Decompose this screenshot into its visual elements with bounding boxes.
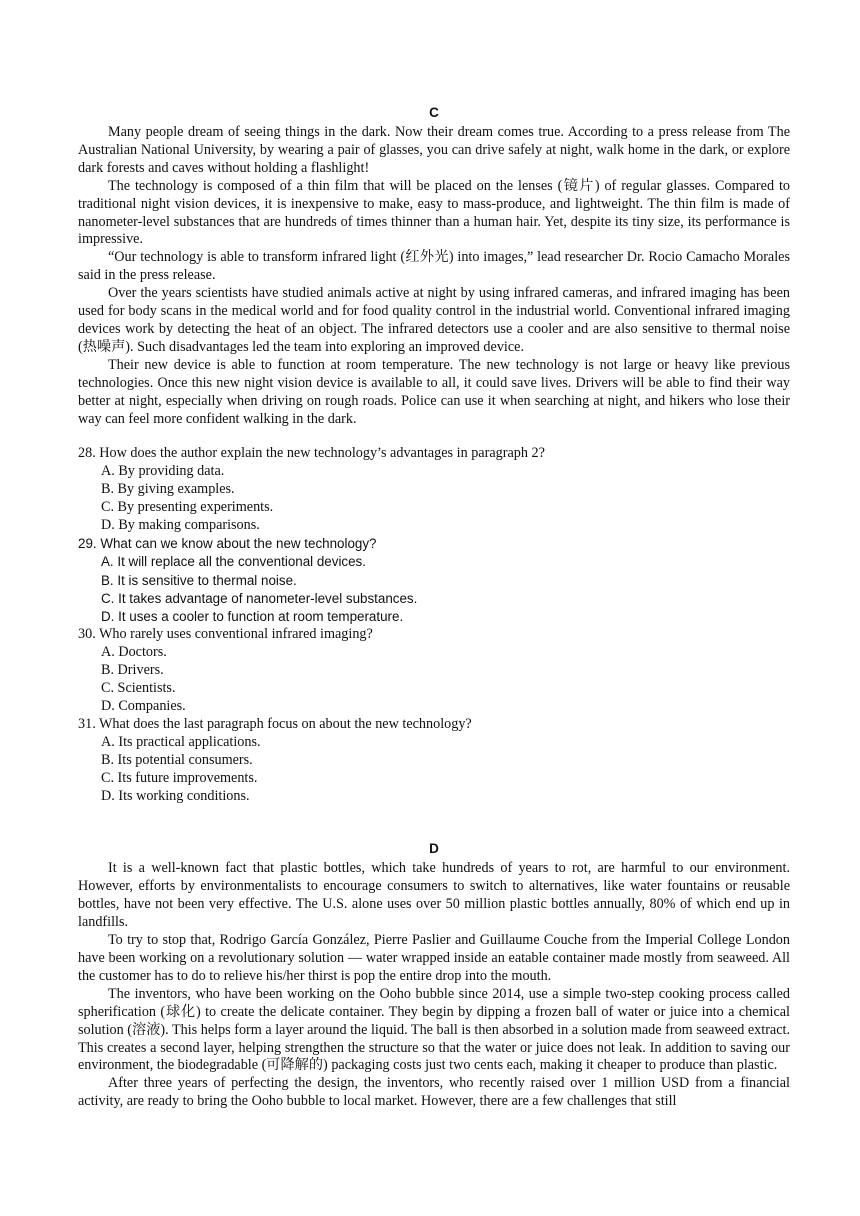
question-stem: 29. What can we know about the new technology? [78, 535, 377, 551]
question-stem: 30. Who rarely uses conventional infrared imaging? [78, 626, 373, 643]
question-option: D. Its working conditions. [101, 787, 250, 804]
section-d-paragraph-1: It is a well-known fact that plastic bottles, which take hundreds of years to rot, are harmful to our environment. However, efforts by environmentalists to encourage consumers to switch to alternatives, like water fountains or reusable bottles, have not been very effective. The U.S. alone uses over 50 million plastic bottles annually, 80% of which end up in landfills. [78, 860, 790, 931]
question-option: A. Its practical applications. [101, 733, 261, 750]
question-option: A. It will replace all the conventional devices. [101, 554, 366, 570]
question-29 [78, 535, 790, 626]
question-option: B. Its potential consumers. [101, 751, 253, 768]
section-c-paragraph-3: “Our technology is able to transform infrared light (红外光) into images,” lead researcher Dr. Rocio Camacho Morales said in the press release. [78, 249, 790, 284]
question-option: A. By providing data. [101, 463, 225, 480]
question-option: D. By making comparisons. [101, 517, 260, 534]
section-d-paragraph-2: To try to stop that, Rodrigo García González, Pierre Paslier and Guillaume Couche from the Imperial College London have been working on a revolutionary solution — water wrapped inside an eatable container made mostly from seaweed. All the customer has to do to relieve his/her thirst is pop the entire drop into the mouth. [78, 932, 790, 984]
question-31 [78, 716, 790, 806]
question-stem: 28. How does the author explain the new technology’s advantages in paragraph 2? [78, 445, 545, 462]
section-d-title: D [429, 841, 439, 857]
section-d-paragraph-3: The inventors, who have been working on the Ooho bubble since 2014, use a simple two-step cooking process called spherification (球化) to create the delicate container. They begin by dipping a frozen ball of water or juice into a chemical solution (溶液). This helps form a layer around the liquid. The ball is then absorbed in a solution made from seaweed extract. This creates a second layer, helping strengthen the structure so that the water or juice does not leak. In addition to saving our environment, the biodegradable (可降解的) packaging costs just two cents each, making it cheaper to produce than plastic. [78, 985, 790, 1074]
question-option: C. By presenting experiments. [101, 499, 274, 516]
question-option: C. It takes advantage of nanometer-level substances. [101, 590, 418, 606]
question-option: C. Scientists. [101, 680, 176, 697]
spacer [78, 428, 790, 445]
question-stem: 31. What does the last paragraph focus on about the new technology? [78, 715, 472, 732]
document-page [78, 104, 790, 1111]
question-option: D. It uses a cooler to function at room temperature. [101, 609, 404, 625]
spacer [78, 805, 790, 840]
question-option: B. Drivers. [101, 662, 164, 679]
question-option: C. Its future improvements. [101, 769, 258, 786]
section-d-paragraph-4: After three years of perfecting the design, the inventors, who recently raised over 1 million USD from a financial activity, are ready to bring the Ooho bubble to local market. However, there are a few challenges that still [78, 1075, 790, 1110]
question-option: B. By giving examples. [101, 481, 235, 498]
section-c-title: C [429, 105, 439, 120]
section-c-paragraph-2: The technology is composed of a thin film that will be placed on the lenses (镜片) of regular glasses. Compared to traditional night vision devices, it is inexpensive to make, easy to mass-produce, and lightweight. The thin film is made of nanometer-level substances that are hundreds of times thinner than a human hair. Yet, despite its tiny size, its performance is impressive. [78, 177, 790, 248]
section-c-paragraph-5: Their new device is able to function at room temperature. The new technology is not large or heavy like previous technologies. Once this new night vision device is available to all, it could save lives. Drivers will be able to find their way better at night, especially when driving on rough roads. Police can use it when searching at night, and hikers who lose their way can feel more confident walking in the dark. [78, 356, 790, 427]
question-30 [78, 626, 790, 716]
question-option: A. Doctors. [101, 644, 167, 661]
section-c-paragraph-1: Many people dream of seeing things in the dark. Now their dream comes true. According to a press release from The Australian National University, by wearing a pair of glasses, you can drive safely at night, walk home in the dark, or explore dark forests and caves without holding a flashlight! [78, 124, 790, 176]
question-option: D. Companies. [101, 698, 186, 715]
section-c-paragraph-4: Over the years scientists have studied animals active at night by using infrared cameras, and infrared imaging has been used for body scans in the medical world and for food quality control in the industrial world. Conventional infrared imaging devices work by detecting the heat of an object. The infrared detectors use a cooler and are also sensitive to thermal noise (热噪声). Such disadvantages led the team into exploring an improved device. [78, 285, 790, 355]
question-28 [78, 445, 790, 535]
question-option: B. It is sensitive to thermal noise. [101, 572, 297, 588]
